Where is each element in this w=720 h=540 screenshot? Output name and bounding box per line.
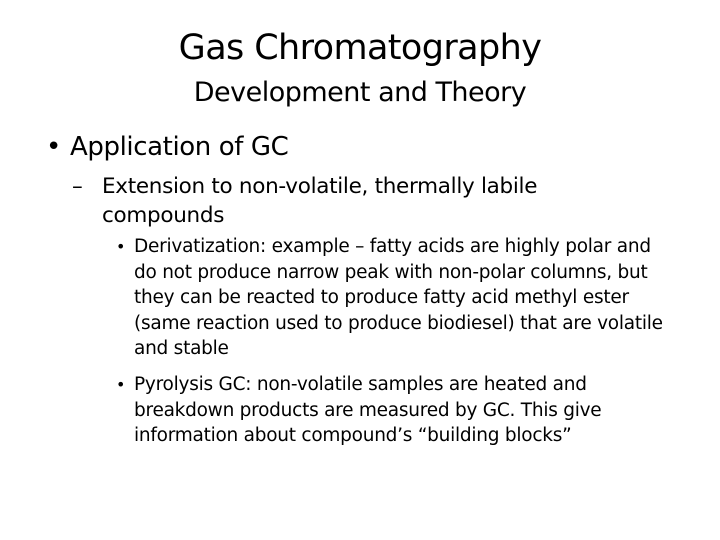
slide-title: Gas Chromatography [178,28,542,68]
bullet-dash-icon: – [72,174,83,199]
bullet-level3-item [116,234,676,362]
bullet-dot-icon: • [46,132,61,162]
bullet-dot-icon: • [116,237,126,256]
bullet-level1-text: Application of GC [70,132,289,162]
slide-subtitle: Development and Theory [193,77,527,108]
bullet-level3-text: Pyrolysis GC: non-volatile samples are heated and breakdown products are measured by GC. This give information about compound’s “building blocks” [134,374,602,446]
bullet-dot-icon: • [116,375,126,394]
bullet-level3-text: Derivatization: example – fatty acids are highly polar and do not produce narrow peak with non-polar columns, but they can be reacted to produce fatty acid methyl ester (same reaction used to produce biodiesel) that are volatile and stable [134,236,663,359]
bullet-level2-text: Extension to non-volatile, thermally labile compounds [102,174,538,228]
bullet-level3-item [116,372,676,449]
bullet-level2 [72,172,672,230]
